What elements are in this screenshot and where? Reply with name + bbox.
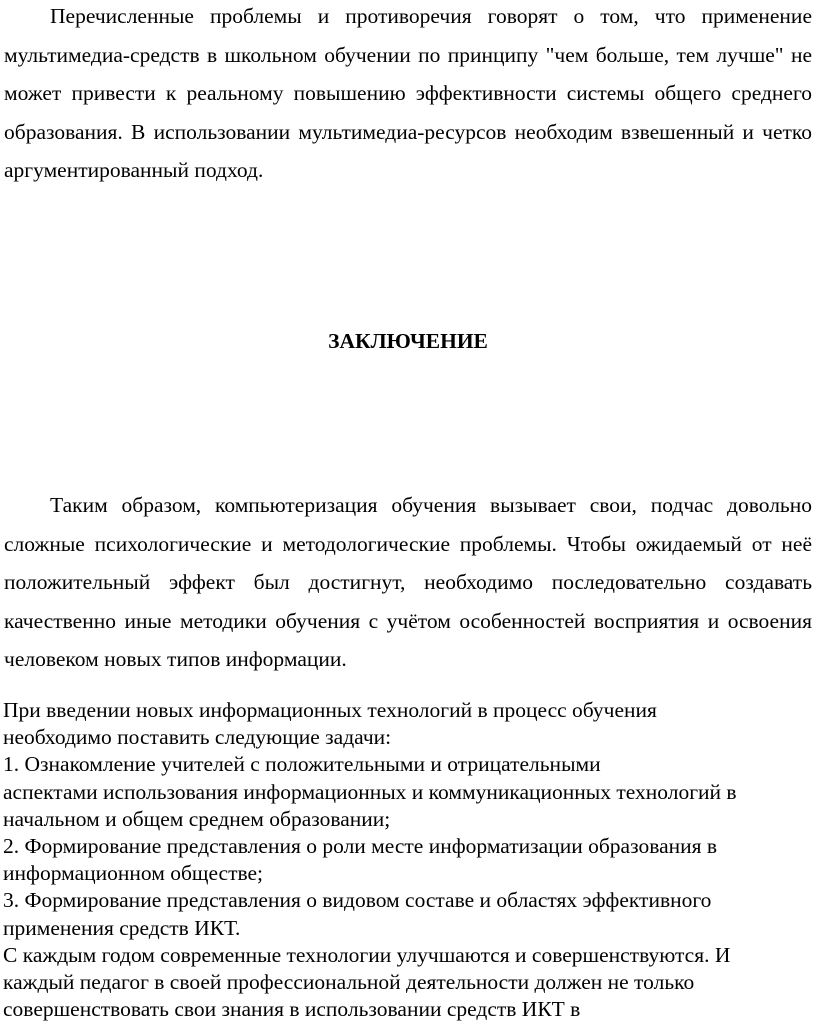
text-line: каждый педагог в своей профессиональной деятельности должен не только bbox=[3, 970, 695, 995]
list-item-line: информационном обществе; bbox=[3, 861, 264, 886]
list-item-line: 1. Ознакомление учителей с положительными и отрицательными bbox=[3, 752, 601, 777]
text-line: совершенствовать свои знания в использовании средств ИКТ в bbox=[3, 997, 581, 1022]
tasks-block bbox=[3, 697, 816, 1023]
list-item-line: 3. Формирование представления о видовом составе и областях эффективного bbox=[3, 888, 712, 913]
list-item-line: аспектами использования информационных и коммуникационных технологий в bbox=[3, 779, 737, 804]
text-line: необходимо поставить следующие задачи: bbox=[3, 725, 392, 750]
text-line: При введении новых информационных технологий в процесс обучения bbox=[3, 698, 657, 722]
section-heading: ЗАКЛЮЧЕНИЕ bbox=[328, 329, 488, 353]
list-item-line: применения средств ИКТ. bbox=[3, 915, 241, 940]
intro-paragraph: Перечисленные проблемы и противоречия говорят о том, что применение мультимедиа-средств в школьном обучении по принципу "чем больше, тем лучше" не может привести к реальному повышению эффективности системы общего среднего образования. В использовании мультимедиа-ресурсов необходим взвешенный и четко аргументированный подход. bbox=[4, 4, 812, 182]
list-item-line: 2. Формирование представления о роли месте информатизации образования в bbox=[3, 834, 718, 859]
conclusion-paragraph: Таким образом, компьютеризация обучения вызывает свои, подчас довольно сложные психологические и методологические проблемы. Чтобы ожидаемый от неё положительный эффект был достигнут, необходимо последовательно создавать качественно иные методики обучения с учётом особенностей восприятия и освоения человеком новых типов информации. bbox=[4, 493, 812, 671]
list-item-line: начальном и общем среднем образовании; bbox=[3, 806, 391, 831]
text-line: С каждым годом современные технологии улучшаются и совершенствуются. И bbox=[3, 942, 731, 967]
